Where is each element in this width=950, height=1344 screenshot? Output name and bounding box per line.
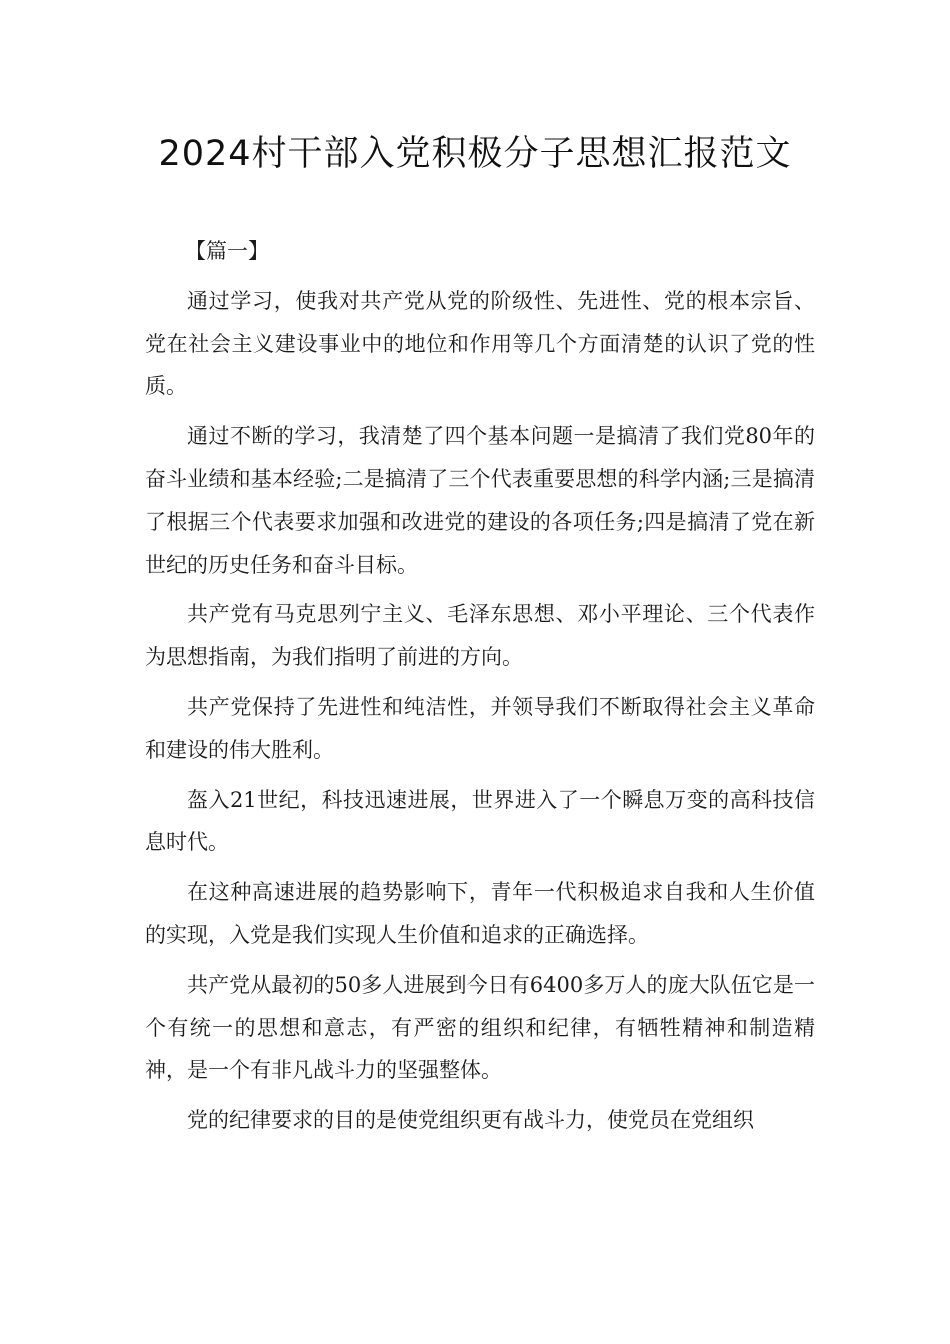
paragraph: 共产党有马克思列宁主义、毛泽东思想、邓小平理论、三个代表作为思想指南，为我们指明了前进的方向。	[145, 602, 815, 670]
document-title: 2024村干部入党积极分子思想汇报范文	[158, 134, 792, 174]
paragraph: 通过不断的学习，我清楚了四个基本问题一是搞清了我们党80年的奋斗业绩和基本经验;二是搞清了三个代表重要思想的科学内涵;三是搞清了根据三个代表要求加强和改进党的建设的各项任务;四是搞清了党在新世纪的历史任务和奋斗目标。	[145, 424, 815, 577]
paragraph: 共产党保持了先进性和纯洁性，并领导我们不断取得社会主义革命和建设的伟大胜利。	[145, 694, 815, 762]
paragraph: 共产党从最初的50多人进展到今日有6400多万人的庞大队伍它是一个有统一的思想和意志，有严密的组织和纪律，有牺牲精神和制造精神，是一个有非凡战斗力的坚强整体。	[145, 972, 815, 1083]
paragraph: 盔入21世纪，科技迅速进展，世界进入了一个瞬息万变的高科技信息时代。	[145, 787, 815, 855]
section-label: 【篇一】	[185, 239, 269, 263]
document-body	[145, 230, 815, 1149]
paragraph: 党的纪律要求的目的是使党组织更有战斗力，使党员在党组织	[187, 1108, 754, 1133]
paragraph: 通过学习，使我对共产党从党的阶级性、先进性、党的根本宗旨、党在社会主义建设事业中的地位和作用等几个方面清楚的认识了党的性质。	[145, 288, 815, 399]
paragraph: 在这种高速进展的趋势影响下，青年一代积极追求自我和人生价值的实现，入党是我们实现人生价值和追求的正确选择。	[145, 880, 815, 947]
